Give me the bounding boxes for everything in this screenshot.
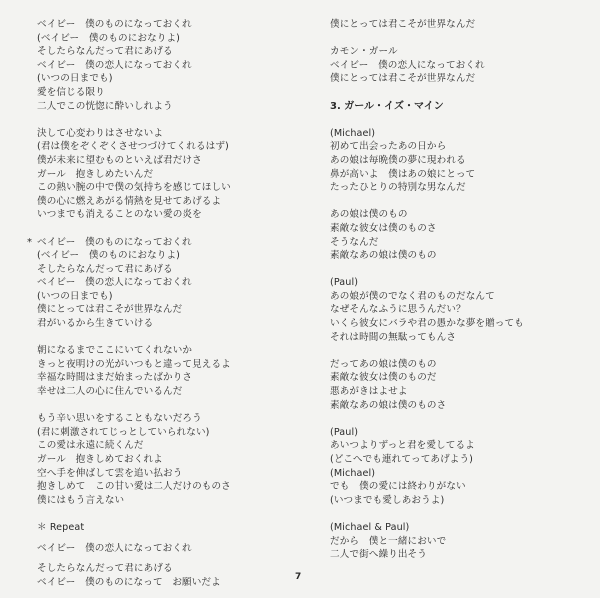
lyric-line: そしたらなんだって君にあげる: [37, 46, 173, 58]
lyric-line: ベイビー 僕のものになっておくれ: [37, 19, 192, 30]
right-block-8: [330, 521, 580, 562]
lyric-line: 二人で街へ繰り出そう: [330, 549, 427, 561]
lyric-line: 僕にはもう言えない: [37, 494, 125, 506]
lyric-line: たったひとりの特別な男なんだ: [330, 182, 466, 194]
lyric-line: 素敵なあの娘は僕のものさ: [330, 399, 447, 411]
left-block-7: [37, 562, 287, 589]
chorus-marker: *: [27, 236, 33, 248]
left-block-2: [37, 127, 287, 222]
lyric-line: (どこへでも連れてってあげよう): [330, 454, 474, 465]
right-column: [330, 18, 580, 562]
left-block-5: [37, 412, 287, 507]
right-block-5: [330, 276, 580, 344]
lyric-line: (君は僕をぞくぞくさせつづけてくれるはず): [37, 141, 229, 153]
lyric-line: 僕にとっては君こそが世界なんだ: [330, 19, 476, 30]
lyric-line: ガール 抱きしめておくれよ: [37, 454, 163, 465]
singer-label: (Paul): [330, 277, 359, 289]
singer-label: (Michael & Paul): [330, 521, 410, 533]
left-block-4: [37, 344, 287, 398]
right-block-2: [330, 45, 580, 86]
left-block-3-chorus: [27, 236, 287, 331]
lyric-line: (いつの日までも): [37, 290, 113, 302]
page-number: 7: [295, 572, 302, 582]
singer-label: (Michael): [330, 127, 376, 139]
lyric-line: 初めて出会ったあの日から: [330, 141, 447, 153]
lyric-line: 僕が未来に望むものといえば君だけさ: [37, 154, 202, 166]
left-block-1: [37, 18, 287, 113]
lyric-line: (君に刺激されてじっとしていられない): [37, 426, 210, 438]
lyric-line: だってあの娘は僕のもの: [330, 358, 437, 370]
lyric-line: (いつの日までも): [37, 73, 113, 85]
lyric-line: 素敵なあの娘は僕のもの: [330, 250, 437, 262]
lyric-line: ベイビー 僕のものになって お願いだよ: [37, 576, 221, 588]
lyric-line: もう辛い思いをすることもないだろう: [37, 413, 202, 425]
singer-label: (Paul): [330, 426, 359, 438]
lyric-line: 幸せは二人の心に住んでいるんだ: [37, 386, 183, 398]
lyric-line: あいつよりずっと君を愛してるよ: [330, 440, 475, 452]
lyric-line: そしたらなんだって君にあげる: [37, 563, 173, 575]
lyric-line: 素敵な彼女は僕のものさ: [330, 222, 437, 234]
lyric-line: 僕の心に燃えあがる情熱を見せてあげるよ: [37, 195, 222, 207]
right-block-4: [330, 208, 580, 262]
lyric-line: だから 僕と一緒においで: [330, 535, 447, 547]
lyric-line: 君がいるから生きていける: [37, 318, 154, 330]
right-block-7: [330, 426, 580, 508]
lyric-line: そしたらなんだって君にあげる: [37, 263, 173, 275]
lyric-line: 愛を信じる限り: [37, 86, 105, 98]
lyric-line: あの娘は僕のもの: [330, 209, 408, 221]
lyric-line: 僕にとっては君こそが世界なんだ: [330, 73, 476, 85]
lyric-line: ベイビー 僕の恋人になっておくれ: [330, 59, 485, 71]
lyric-line: カモン・ガール: [330, 46, 398, 58]
lyric-line: 空へ手を伸ばして雲を追い払おう: [37, 467, 183, 479]
lyric-line: あの娘が僕のでなく君のものだなんて: [330, 290, 495, 302]
lyric-line: ベイビー 僕のものになっておくれ: [37, 236, 192, 248]
lyric-line: 朝になるまでここにいてくれないか: [37, 345, 193, 357]
right-block-6: [330, 358, 580, 412]
repeat-label: ＊ Repeat: [37, 521, 85, 533]
left-column: [27, 18, 287, 589]
singer-label: (Michael): [330, 467, 376, 479]
lyric-line: (ベイビー 僕のものにおなりよ): [37, 250, 181, 262]
left-block-6: [37, 542, 287, 556]
lyric-line: ベイビー 僕の恋人になっておくれ: [37, 59, 192, 71]
lyric-line: (いつまでも愛しあおうよ): [330, 494, 445, 506]
chorus-first-line: [27, 236, 287, 250]
lyric-line: そうなんだ: [330, 236, 379, 248]
lyric-line: ベイビー 僕の恋人になっておくれ: [37, 277, 192, 289]
lyric-line: きっと夜明けの光がいつもと違って見えるよ: [37, 358, 231, 370]
lyric-line: でも 僕の愛には終わりがない: [330, 481, 466, 493]
lyric-line: いくら彼女にバラや君の愚かな夢を贈っても: [330, 318, 524, 330]
lyric-line: 二人でこの恍惚に酔いしれよう: [37, 100, 173, 112]
right-block-3: [330, 127, 580, 195]
song-title: 3. ガール・イズ・マイン: [330, 100, 444, 112]
lyric-line: 決して心変わりはさせないよ: [37, 127, 164, 139]
lyric-line: ガール 抱きしめたいんだ: [37, 168, 154, 180]
lyric-line: なぜそんなふうに思うんだい？: [330, 304, 466, 316]
lyric-line: 抱きしめて この甘い愛は二人だけのものさ: [37, 481, 231, 493]
lyric-line: あの娘は毎晩僕の夢に現われる: [330, 154, 466, 166]
lyric-line: 悪あがきはよせよ: [330, 386, 408, 398]
lyric-line: 素敵な彼女は僕のものだ: [330, 372, 437, 384]
right-block-1: [330, 18, 580, 32]
lyric-line: (ベイビー 僕のものにおなりよ): [37, 32, 181, 44]
lyric-line: ベイビー 僕の恋人になっておくれ: [37, 542, 192, 554]
lyric-line: それは時間の無駄ってもんさ: [330, 331, 457, 343]
lyric-line: この熱い腕の中で僕の気持ちを感じてほしい: [37, 182, 231, 194]
lyric-line: この愛は永遠に続くんだ: [37, 440, 144, 452]
lyric-line: 僕にとっては君こそが世界なんだ: [37, 304, 183, 316]
lyric-line: 鼻が高いよ 僕はあの娘にとって: [330, 168, 476, 180]
lyric-line: いつまでも消えることのない愛の炎を: [37, 209, 202, 221]
lyric-line: 幸福な時間はまだ始まったばかりさ: [37, 372, 193, 384]
